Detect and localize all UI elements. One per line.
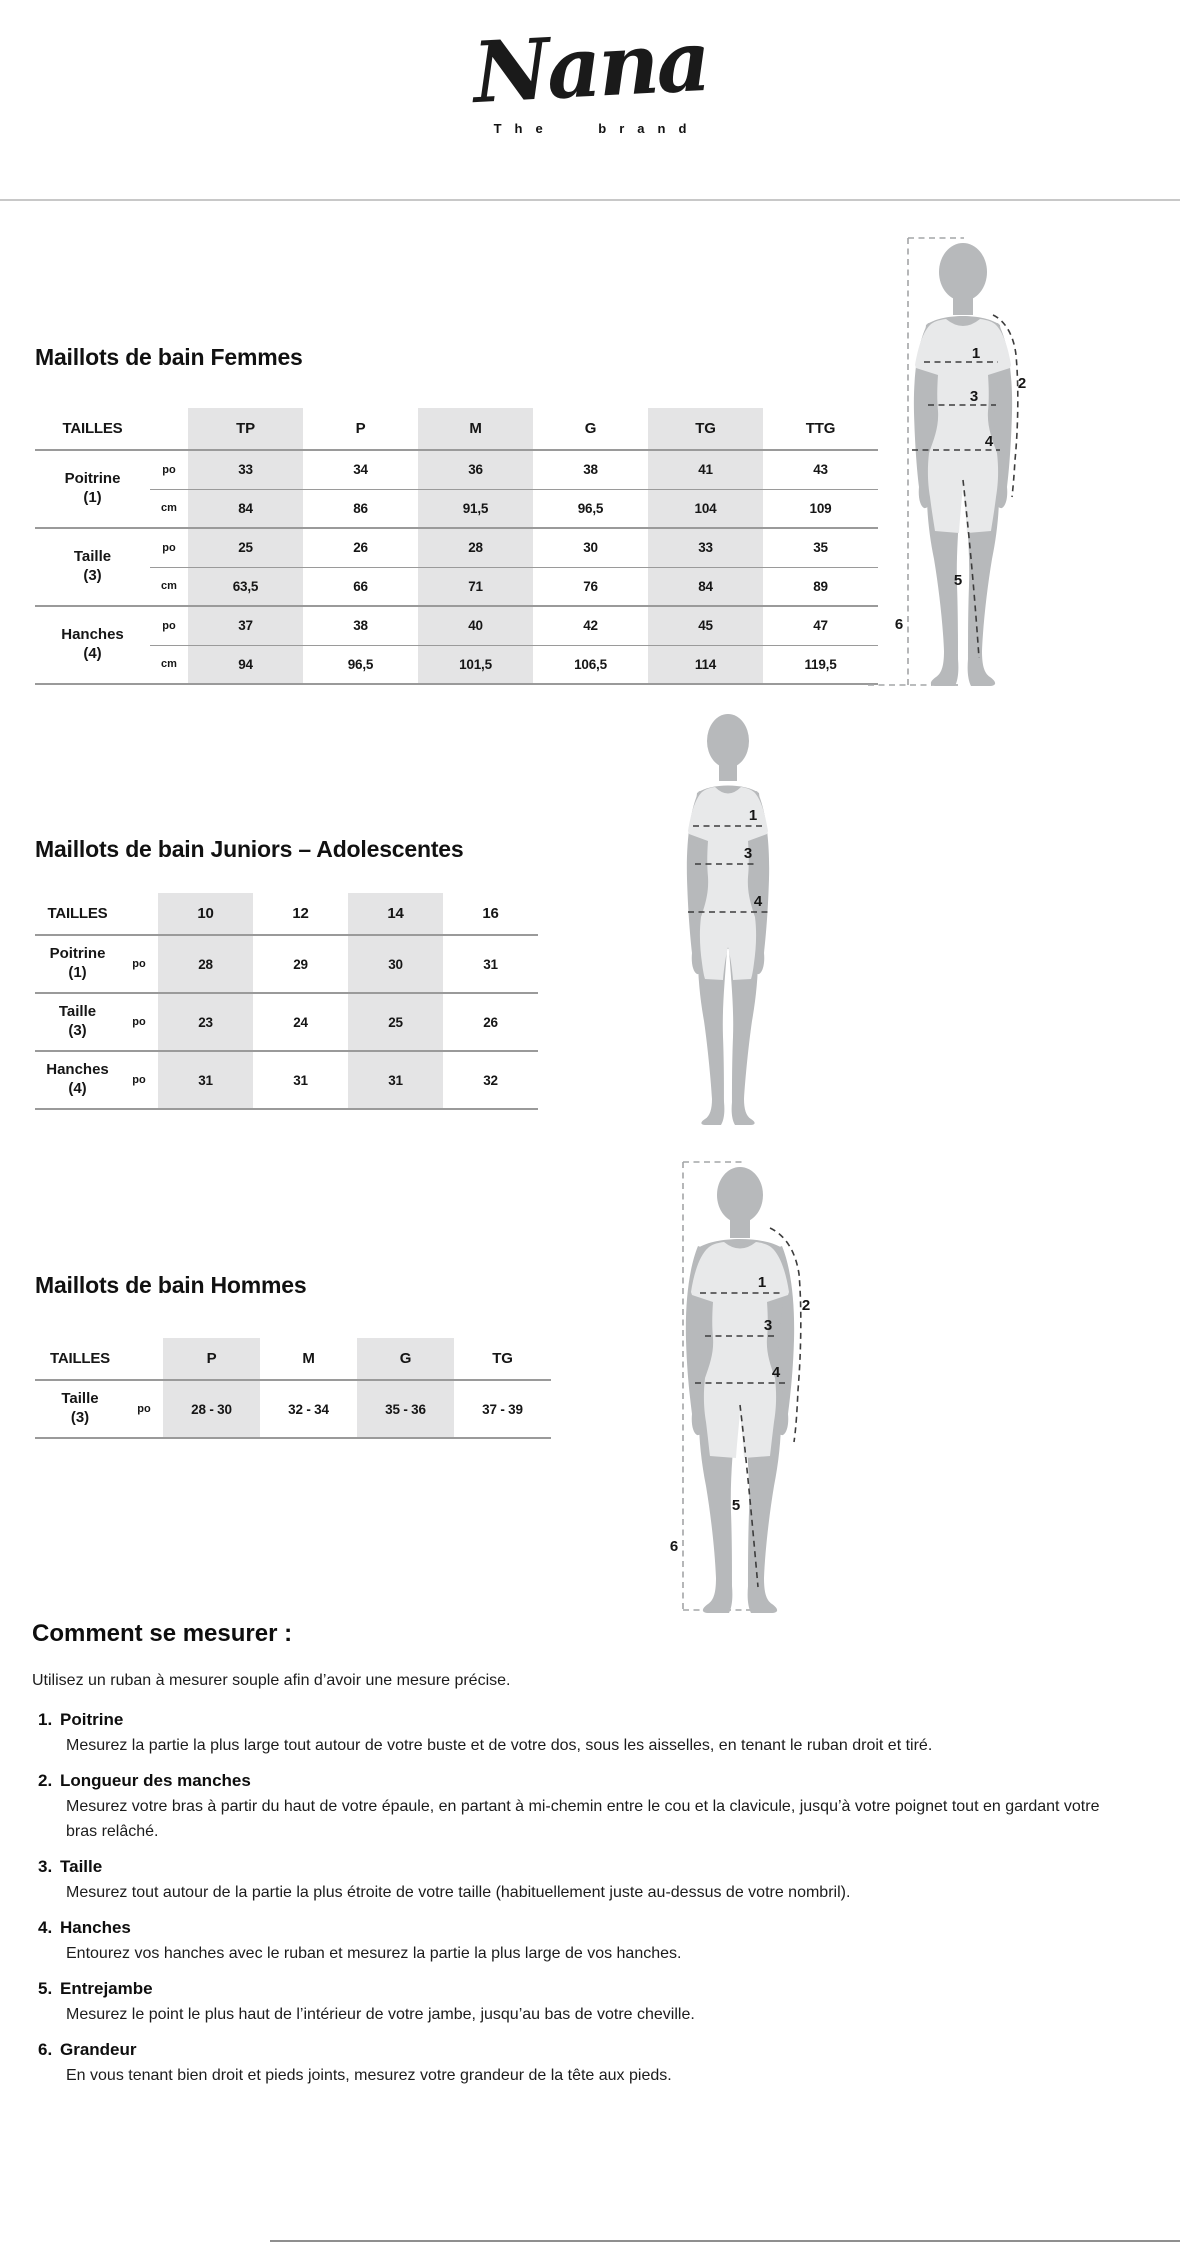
item-text: En vous tenant bien droit et pieds joints, mesurez votre grandeur de la tête aux pieds. xyxy=(66,2067,672,2084)
table-corner-header: TAILLES xyxy=(35,408,150,450)
size-value-cell: 41 xyxy=(648,450,763,489)
marker-2: 2 xyxy=(801,1297,811,1314)
size-value-cell: 28 xyxy=(158,935,253,993)
size-value-cell: 31 xyxy=(443,935,538,993)
item-number: 6. xyxy=(38,2040,53,2059)
size-value-cell: 25 xyxy=(188,528,303,567)
measure-name: Taille xyxy=(58,1003,97,1021)
unit-column-header xyxy=(120,893,158,935)
men-figure-diagram xyxy=(640,1150,870,1615)
size-value-cell: 32 - 34 xyxy=(260,1380,357,1438)
measure-ref-number: (3) xyxy=(70,1409,90,1426)
size-col-header: 10 xyxy=(158,893,253,935)
unit-column-header xyxy=(125,1338,163,1380)
size-value-cell: 31 xyxy=(348,1051,443,1109)
size-value-cell: 26 xyxy=(303,528,418,567)
size-value-cell: 40 xyxy=(418,606,533,645)
size-value-cell: 37 xyxy=(188,606,303,645)
men-section-title: Maillots de bain Hommes xyxy=(35,1272,307,1298)
how-to-item-hanches xyxy=(32,1918,1142,1966)
size-value-cell: 34 xyxy=(303,450,418,489)
size-value-cell: 32 xyxy=(443,1051,538,1109)
size-col-header: TG xyxy=(648,408,763,450)
size-value-cell: 84 xyxy=(188,489,303,528)
size-value-cell: 35 xyxy=(763,528,878,567)
marker-3: 3 xyxy=(743,845,753,862)
size-value-cell: 114 xyxy=(648,645,763,684)
brand-name: Nana xyxy=(470,10,710,123)
size-value-cell: 28 - 30 xyxy=(163,1380,260,1438)
measure-label xyxy=(35,450,150,528)
item-number: 5. xyxy=(38,1979,53,1998)
size-col-header: TTG xyxy=(763,408,878,450)
item-text: Mesurez tout autour de la partie la plus étroite de votre taille (habituellement juste au-dessus de votre nombril). xyxy=(66,1884,851,1901)
item-label: Taille xyxy=(60,1857,103,1876)
measure-label xyxy=(35,1380,125,1438)
women-section-title: Maillots de bain Femmes xyxy=(35,344,303,370)
measure-ref-number: (3) xyxy=(83,567,102,584)
marker-1: 1 xyxy=(971,345,981,362)
item-label: Longueur des manches xyxy=(60,1771,251,1790)
measure-ref-number: (4) xyxy=(68,1080,87,1097)
size-value-cell: 43 xyxy=(763,450,878,489)
how-to-item-taille xyxy=(32,1857,1142,1905)
marker-1: 1 xyxy=(748,807,758,824)
measure-label xyxy=(35,993,120,1051)
size-col-header: P xyxy=(163,1338,260,1380)
size-value-cell: 84 xyxy=(648,567,763,606)
measure-ref-number: (4) xyxy=(83,645,102,662)
size-value-cell: 33 xyxy=(188,450,303,489)
size-value-cell: 45 xyxy=(648,606,763,645)
unit-label: po xyxy=(150,606,188,645)
size-value-cell: 89 xyxy=(813,578,828,594)
size-value-cell: 23 xyxy=(158,993,253,1051)
size-value-cell: 28 xyxy=(418,528,533,567)
size-value-cell: 30 xyxy=(348,935,443,993)
measure-name: Hanches xyxy=(61,626,124,644)
size-value-cell: 31 xyxy=(253,1051,348,1109)
size-col-header: M xyxy=(418,408,533,450)
measure-ref-number: (3) xyxy=(68,1022,87,1039)
measure-label xyxy=(35,935,120,993)
size-value-cell: 47 xyxy=(763,606,878,645)
size-table xyxy=(35,408,878,685)
size-value-cell: 76 xyxy=(583,578,598,594)
footer-divider xyxy=(270,2240,1180,2242)
size-col-header: 16 xyxy=(443,893,538,935)
unit-label: po xyxy=(120,1051,158,1109)
unit-label: cm xyxy=(161,502,177,515)
size-value-cell: 119,5 xyxy=(804,656,837,672)
size-value-cell: 109 xyxy=(809,500,832,516)
measure-label xyxy=(35,606,150,684)
brand-tagline: The brand xyxy=(493,121,700,136)
size-table xyxy=(35,893,538,1110)
unit-label: po xyxy=(150,450,188,489)
item-number: 3. xyxy=(38,1857,53,1876)
size-value-cell: 96,5 xyxy=(577,500,604,516)
size-value-cell: 29 xyxy=(253,935,348,993)
marker-5: 5 xyxy=(731,1497,741,1514)
women-figure-diagram xyxy=(858,225,1108,690)
size-value-cell: 63,5 xyxy=(188,567,303,606)
marker-3: 3 xyxy=(763,1317,773,1334)
measure-name: Poitrine xyxy=(64,470,121,488)
item-number: 2. xyxy=(38,1771,53,1790)
size-value-cell: 38 xyxy=(533,450,648,489)
header-divider xyxy=(0,199,1180,201)
size-value-cell: 86 xyxy=(353,500,368,516)
size-value-cell: 71 xyxy=(418,567,533,606)
size-value-cell: 33 xyxy=(648,528,763,567)
measure-name: Taille xyxy=(73,548,112,566)
size-col-header: M xyxy=(260,1338,357,1380)
item-label: Poitrine xyxy=(60,1710,124,1729)
size-col-header: 12 xyxy=(253,893,348,935)
table-corner-header: TAILLES xyxy=(35,1338,125,1380)
size-value-cell: 42 xyxy=(533,606,648,645)
marker-1: 1 xyxy=(757,1274,767,1291)
item-label: Grandeur xyxy=(60,2040,137,2059)
size-value-cell: 25 xyxy=(348,993,443,1051)
measure-label xyxy=(35,528,150,606)
size-value-cell: 66 xyxy=(353,578,368,594)
size-value-cell: 37 - 39 xyxy=(454,1380,551,1438)
table-corner-header: TAILLES xyxy=(35,893,120,935)
size-value-cell: 104 xyxy=(648,489,763,528)
measure-ref-number: (1) xyxy=(68,964,87,981)
marker-6: 6 xyxy=(669,1538,679,1555)
item-text: Mesurez le point le plus haut de l’intérieur de votre jambe, jusqu’au bas de votre cheville. xyxy=(66,2006,695,2023)
unit-label: po xyxy=(120,935,158,993)
juniors-section-title: Maillots de bain Juniors – Adolescentes xyxy=(35,836,464,862)
size-value-cell: 24 xyxy=(253,993,348,1051)
measure-name: Hanches xyxy=(46,1061,109,1079)
size-col-header: TP xyxy=(188,408,303,450)
how-to-item-manches xyxy=(32,1771,1142,1844)
unit-column-header xyxy=(150,408,188,450)
item-label: Hanches xyxy=(60,1918,131,1937)
size-value-cell: 36 xyxy=(418,450,533,489)
size-value-cell: 91,5 xyxy=(418,489,533,528)
item-text: Entourez vos hanches avec le ruban et mesurez la partie la plus large de vos hanches. xyxy=(66,1945,682,1962)
marker-6: 6 xyxy=(894,616,904,633)
size-value-cell: 96,5 xyxy=(347,656,374,672)
how-to-item-entrejambe xyxy=(32,1979,1142,2027)
marker-3: 3 xyxy=(969,388,979,405)
item-text: Mesurez votre bras à partir du haut de votre épaule, en partant à mi-chemin entre le cou et la clavicule, jusqu’à votre poignet tout en gardant votre bras relâché. xyxy=(66,1798,1100,1840)
size-value-cell: 26 xyxy=(443,993,538,1051)
size-value-cell: 94 xyxy=(188,645,303,684)
size-col-header: G xyxy=(357,1338,454,1380)
how-to-measure-section xyxy=(32,1620,1142,2101)
marker-4: 4 xyxy=(753,893,763,910)
measure-ref-number: (1) xyxy=(83,489,102,506)
size-col-header: TG xyxy=(454,1338,551,1380)
unit-label: po xyxy=(120,993,158,1051)
item-text: Mesurez la partie la plus large tout autour de votre buste et de votre dos, sous les aisselles, en tenant le ruban droit et tiré. xyxy=(66,1737,933,1754)
unit-label: po xyxy=(150,528,188,567)
size-value-cell: 30 xyxy=(533,528,648,567)
how-to-title: Comment se mesurer : xyxy=(32,1620,293,1647)
juniors-size-table xyxy=(35,893,538,1110)
measure-label xyxy=(35,1051,120,1109)
measure-name: Taille xyxy=(61,1390,99,1408)
size-value-cell: 101,5 xyxy=(418,645,533,684)
unit-label: cm xyxy=(161,580,177,593)
size-value-cell: 31 xyxy=(158,1051,253,1109)
juniors-figure-diagram xyxy=(645,697,860,1127)
how-to-item-grandeur xyxy=(32,2040,1142,2088)
size-col-header: 14 xyxy=(348,893,443,935)
size-table xyxy=(35,1338,551,1439)
how-to-item-poitrine xyxy=(32,1710,1142,1758)
size-col-header: G xyxy=(533,408,648,450)
item-label: Entrejambe xyxy=(60,1979,153,1998)
size-value-cell: 106,5 xyxy=(574,656,607,672)
marker-4: 4 xyxy=(771,1364,781,1381)
size-value-cell: 38 xyxy=(303,606,418,645)
item-number: 1. xyxy=(38,1710,53,1729)
size-value-cell: 35 - 36 xyxy=(357,1380,454,1438)
size-col-header: P xyxy=(303,408,418,450)
how-to-intro: Utilisez un ruban à mesurer souple afin d’avoir une mesure précise. xyxy=(32,1672,511,1689)
brand-logo xyxy=(0,10,1180,136)
item-number: 4. xyxy=(38,1918,53,1937)
men-size-table xyxy=(35,1338,551,1439)
measure-name: Poitrine xyxy=(49,945,106,963)
marker-5: 5 xyxy=(953,572,963,589)
unit-label: cm xyxy=(161,658,177,671)
women-size-table xyxy=(35,408,878,685)
marker-2: 2 xyxy=(1017,375,1027,392)
marker-4: 4 xyxy=(984,433,994,450)
unit-label: po xyxy=(125,1380,163,1438)
